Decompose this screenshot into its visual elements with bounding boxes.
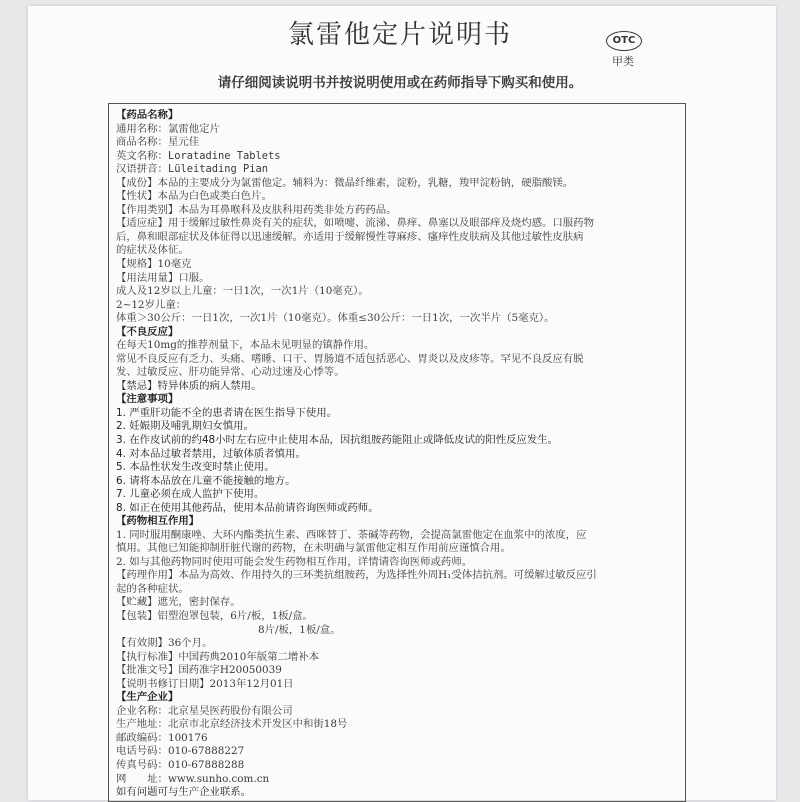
otc-class-label: 甲类 — [612, 55, 634, 68]
fax-number: 传真号码：010-67888288 — [116, 758, 245, 771]
trade-name: 商品名称：星元佳 — [116, 136, 200, 149]
section-indications: 【适应症】用于缓解过敏性鼻炎有关的症状，如喷嚏、流涕、鼻痒、鼻塞以及眼部痒及烧灼感。口服药物 — [116, 217, 594, 230]
section-interactions: 【药物相互作用】 — [116, 515, 200, 528]
section-pharmacology: 【药理作用】本品为高效、作用持久的三环类抗组胺药，为选择性外周H₁受体拮抗剂。可缓解过敏反应引 — [116, 569, 597, 582]
section-category: 【作用类别】本品为耳鼻喉科及皮肤科用药类非处方药药品。 — [116, 203, 397, 216]
precaution-8: 8. 如正在使用其他药品，使用本品前请咨询医师或药师。 — [116, 501, 379, 514]
adverse-line-2: 常见不良反应有乏力、头痛、嗜睡、口干、胃肠道不适包括恶心、胃炎以及皮疹等。罕见不良反应有脱 — [116, 352, 584, 365]
section-shelf-life: 【有效期】36个月。 — [116, 637, 213, 650]
dosage-by-weight: 体重＞30公斤：一日1次，一次1片（10毫克）。体重≤30公斤：一日1次，一次半片（5毫克）。 — [116, 312, 555, 325]
precaution-3: 3. 在作皮试前的约48小时左右应中止使用本品，因抗组胺药能阻止或降低皮试的阳性反应发生。 — [116, 434, 559, 446]
pinyin-name: 汉语拼音：Lüleitading Pian — [116, 163, 269, 176]
section-manufacturer: 【生产企业】 — [116, 691, 179, 704]
section-storage: 【贮藏】遮光，密封保存。 — [116, 596, 241, 609]
pharmacology-line-2: 起的各种症状。 — [116, 582, 189, 595]
adverse-line-3: 发、过敏反应、肝功能异常、心动过速及心悸等。 — [116, 366, 345, 379]
section-adverse-reactions: 【不良反应】 — [116, 325, 179, 338]
adverse-line-1: 在每天10mg的推荐剂量下，本品未见明显的镇静作用。 — [116, 339, 375, 352]
section-contraindications: 【禁忌】特异体质的病人禁用。 — [116, 379, 262, 392]
precaution-5: 5. 本品性状发生改变时禁止使用。 — [116, 461, 275, 473]
postal-code: 邮政编码：100176 — [116, 731, 208, 744]
production-address: 生产地址：北京市北京经济技术开发区中和街18号 — [116, 718, 348, 731]
otc-badge: OTC — [606, 31, 642, 51]
section-appearance: 【性状】本品为白色或类白色片。 — [116, 190, 272, 203]
phone-number: 电话号码：010-67888227 — [116, 745, 245, 758]
section-strength: 【规格】10毫克 — [116, 257, 192, 270]
section-dosage: 【用法用量】口服。 — [116, 271, 210, 284]
precaution-1: 1. 严重肝功能不全的患者请在医生指导下使用。 — [116, 406, 338, 419]
package-line-2: 8片/板，1板/盒。 — [258, 623, 341, 636]
precaution-2: 2. 妊娠期及哺乳期妇女慎用。 — [116, 420, 254, 433]
contact-note: 如有问题可与生产企业联系。 — [116, 786, 252, 798]
section-precautions: 【注意事项】 — [116, 393, 179, 406]
dosage-children: 2~12岁儿童： — [116, 298, 187, 311]
section-package: 【包装】铝塑泡罩包装，6片/板，1板/盒。 — [116, 610, 313, 622]
dosage-adult: 成人及12岁以上儿童：一日1次，一次1片（10毫克）。 — [116, 285, 369, 297]
interaction-1: 1. 同时服用酮康唑、大环内酯类抗生素、西咪替丁、茶碱等药物，会提高氯雷他定在血浆中的浓度，应 — [116, 528, 587, 541]
precaution-4: 4. 对本品过敏者禁用，过敏体质者慎用。 — [116, 447, 306, 460]
generic-name: 通用名称：氯雷他定片 — [116, 122, 220, 135]
section-ingredients: 【成份】本品的主要成分为氯雷他定。辅料为：微晶纤维素，淀粉，乳糖，羧甲淀粉钠，硬脂酸镁。 — [116, 176, 574, 189]
interaction-1-cont: 慎用。其他已知能抑制肝脏代谢的药物，在未明确与氯雷他定相互作用前应谨慎合用。 — [116, 542, 511, 555]
section-approval-number: 【批准文号】国药准字H20050039 — [116, 664, 282, 677]
website: 网 址：www.sunho.com.cn — [116, 772, 270, 785]
section-drug-name: 【药品名称】 — [116, 109, 179, 121]
company-name: 企业名称：北京星昊医药股份有限公司 — [116, 704, 293, 717]
english-name: 英文名称：Loratadine Tablets — [116, 149, 281, 162]
precaution-7: 7. 儿童必须在成人监护下使用。 — [116, 488, 265, 501]
document-subtitle: 请仔细阅读说明书并按说明使用或在药师指导下购买和使用。 — [217, 75, 583, 91]
indications-line-2: 后，鼻和眼部症状及体征得以迅速缓解。亦适用于缓解慢性荨麻疹、瘙痒性皮肤病及其他过敏性皮肤病 — [116, 230, 584, 243]
document-title: 氯雷他定片说明书 — [287, 20, 512, 50]
indications-line-3: 的症状及体征。 — [116, 244, 189, 257]
interaction-2: 2. 如与其他药物同时使用可能会发生药物相互作用，详情请咨询医师或药师。 — [116, 555, 473, 568]
section-revision-date: 【说明书修订日期】2013年12月01日 — [116, 677, 294, 690]
precaution-6: 6. 请将本品放在儿童不能接触的地方。 — [116, 474, 296, 487]
section-standard: 【执行标准】中国药典2010年版第二增补本 — [116, 650, 320, 663]
